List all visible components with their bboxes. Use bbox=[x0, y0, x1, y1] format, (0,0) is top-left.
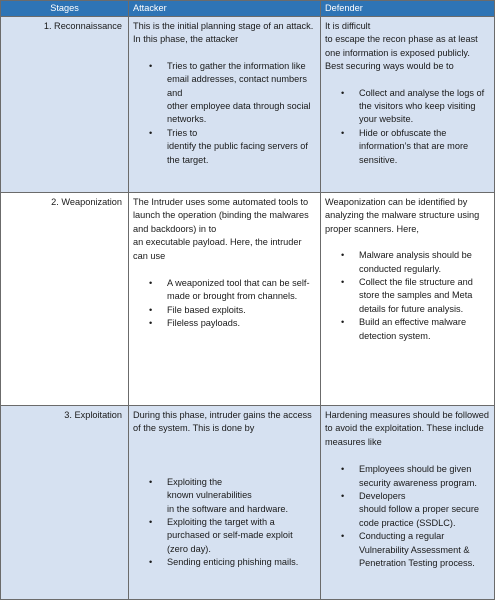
defender-intro: Hardening measures should be followed to avoid the exploitation. These include measures like bbox=[325, 410, 489, 447]
list-item: • Tries to gather the information like email addresses, contact numbers and other employee data through social networks. bbox=[133, 60, 316, 127]
table-row-reconnaissance bbox=[1, 17, 495, 193]
defender-cell bbox=[321, 17, 495, 193]
list-item: • Tries to identify the public facing servers of the target. bbox=[133, 127, 316, 167]
stage-cell: 1. Reconnaissance bbox=[1, 17, 129, 193]
table-row-exploitation bbox=[1, 406, 495, 600]
attacker-cell bbox=[129, 193, 321, 406]
list-item: • Exploiting the target with a purchased or self-made exploit (zero day). bbox=[133, 516, 316, 556]
list-item: • A weaponized tool that can be self-made or brought from channels. bbox=[133, 277, 316, 304]
defender-cell bbox=[321, 193, 495, 406]
attacker-cell bbox=[129, 17, 321, 193]
attacker-intro: This is the initial planning stage of an attack. In this phase, the attacker bbox=[133, 21, 314, 45]
table-row-weaponization bbox=[1, 193, 495, 406]
list-item: • Exploiting the known vulnerabilities in the software and hardware. bbox=[133, 476, 316, 516]
list-item: • Malware analysis should be conducted regularly. bbox=[325, 249, 490, 276]
attacker-list bbox=[133, 277, 316, 331]
list-item: • Collect and analyse the logs of the visitors who keep visiting your website. bbox=[325, 87, 490, 127]
attacker-intro: During this phase, intruder gains the access of the system. This is done by bbox=[133, 410, 312, 434]
list-item: • Fileless payloads. bbox=[133, 317, 316, 330]
list-item: • Collect the file structure and store the samples and Meta details for future analysis. bbox=[325, 276, 490, 316]
stage-cell: 2. Weaponization bbox=[1, 193, 129, 406]
header-defender: Defender bbox=[321, 1, 495, 17]
defender-list bbox=[325, 87, 490, 167]
list-item: • Employees should be given security awareness program. bbox=[325, 463, 490, 490]
list-item: • Developers should follow a proper secure code practice (SSDLC). bbox=[325, 490, 490, 530]
defender-intro: It is difficult to escape the recon phase as at least one information is exposed publicly. Best securing ways would be to bbox=[325, 21, 478, 72]
attacker-list bbox=[133, 60, 316, 167]
list-item: • Sending enticing phishing mails. bbox=[133, 556, 316, 569]
header-row bbox=[1, 1, 495, 17]
defender-list bbox=[325, 463, 490, 570]
defender-intro: Weaponization can be identified by analyzing the malware structure using proper scanners. Here, bbox=[325, 197, 480, 234]
stage-cell: 3. Exploitation bbox=[1, 406, 129, 600]
defender-list bbox=[325, 249, 490, 343]
list-item: • File based exploits. bbox=[133, 304, 316, 317]
list-item: • Hide or obfuscate the information’s that are more sensitive. bbox=[325, 127, 490, 167]
header-stages: Stages bbox=[1, 1, 129, 17]
list-item: • Conducting a regular Vulnerability Assessment & Penetration Testing process. bbox=[325, 530, 490, 570]
attacker-intro: The Intruder uses some automated tools to launch the operation (binding the malwares and backdoors) in to an executable payload. Here, the intruder can use bbox=[133, 197, 309, 261]
header-attacker: Attacker bbox=[129, 1, 321, 17]
attacker-cell bbox=[129, 406, 321, 600]
defender-cell bbox=[321, 406, 495, 600]
list-item: • Build an effective malware detection system. bbox=[325, 316, 490, 343]
attacker-list bbox=[133, 476, 316, 570]
